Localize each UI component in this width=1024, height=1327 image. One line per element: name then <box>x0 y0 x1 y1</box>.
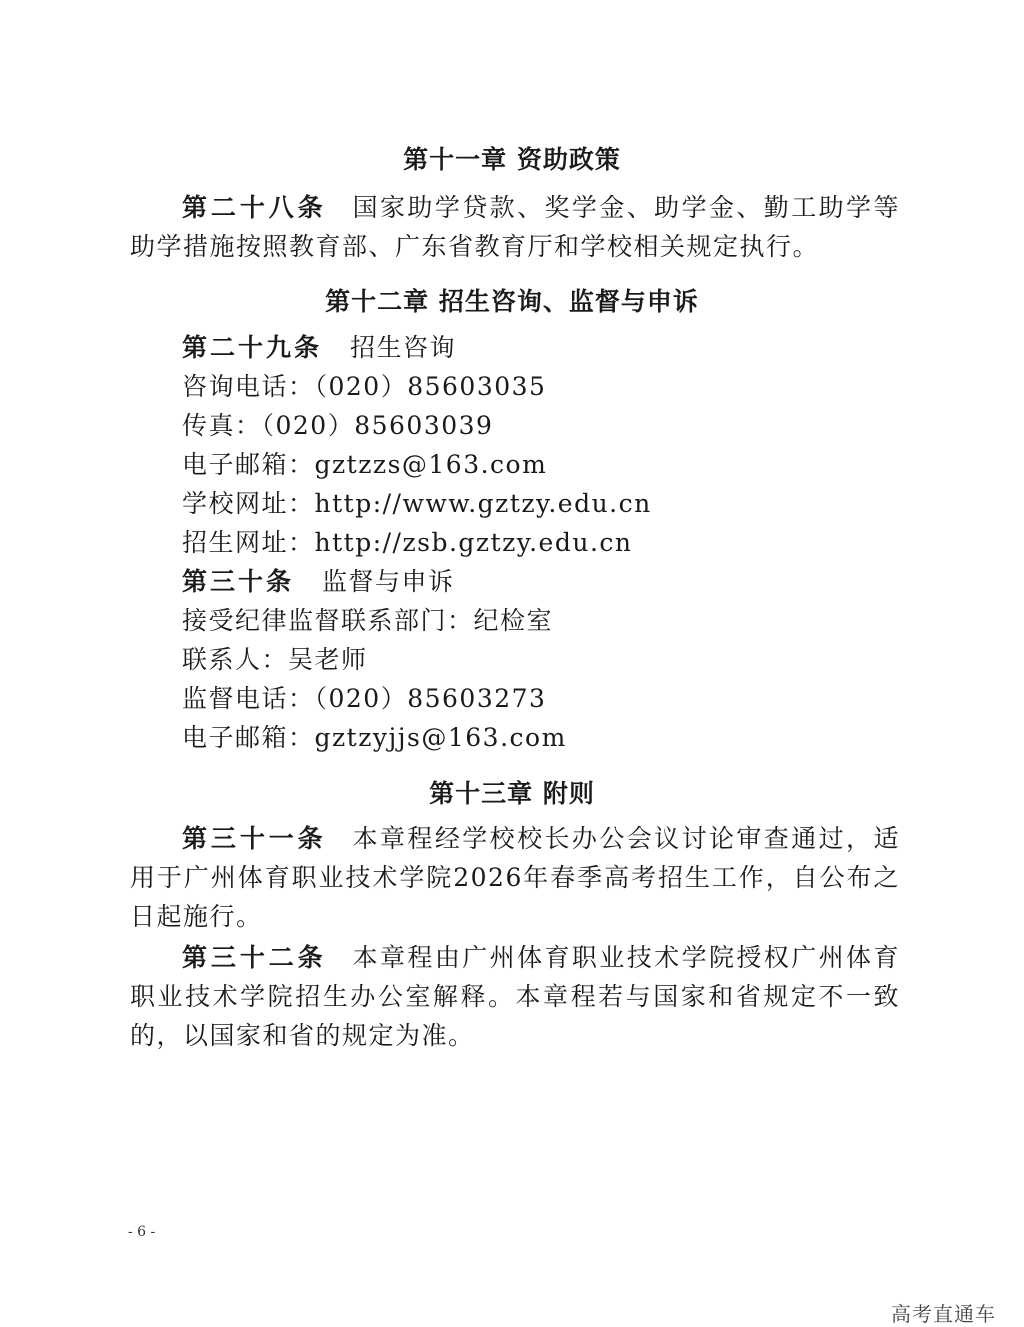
contact-person: 联系人：吴老师 <box>182 645 368 674</box>
watermark-logo-text: 高考直通车 <box>891 1302 996 1326</box>
article-32-text: 本章程由广州体育职业技术学院授权广州体育职业技术学院招生办公室解释。本章程若与国家和省规定不一致的，以国家和省的规定为准。 <box>130 943 900 1050</box>
chapter-13-heading: 第十三章 附则 <box>429 779 595 808</box>
supervision-phone: 监督电话：（020）85603273 <box>182 684 547 713</box>
article-28-label: 第二十八条 <box>182 193 327 222</box>
chapter-11-heading: 第十一章 资助政策 <box>403 145 621 174</box>
article-29-title: 招生咨询 <box>350 333 457 362</box>
article-30 <box>182 565 455 599</box>
page-number: - 6 - <box>128 1224 156 1240</box>
article-29-label: 第二十九条 <box>182 333 323 362</box>
article-31-text: 本章程经学校校长办公会议讨论审查通过，适用于广州体育职业技术学院2026年春季高考招生工作，自公布之日起施行。 <box>130 824 900 931</box>
article-28 <box>130 188 900 266</box>
fax: 传真：（020）85603039 <box>182 411 494 440</box>
admission-website: 招生网址：http://zsb.gztzy.edu.cn <box>182 528 633 557</box>
supervision-email: 电子邮箱：gztzyjjs@163.com <box>182 723 567 752</box>
consult-email: 电子邮箱：gztzzs@163.com <box>182 450 548 479</box>
article-30-label: 第三十条 <box>182 567 295 596</box>
article-31 <box>130 819 900 936</box>
school-website: 学校网址：http://www.gztzy.edu.cn <box>182 489 652 518</box>
supervision-dept: 接受纪律监督联系部门：纪检室 <box>182 606 554 635</box>
consult-phone: 咨询电话：（020）85603035 <box>182 372 547 401</box>
chapter-12-heading: 第十二章 招生咨询、监督与申诉 <box>325 287 699 316</box>
article-28-text: 国家助学贷款、奖学金、助学金、勤工助学等助学措施按照教育部、广东省教育厅和学校相关规定执行。 <box>130 193 900 261</box>
article-31-label: 第三十一条 <box>182 824 327 853</box>
article-29 <box>182 331 456 365</box>
article-30-title: 监督与申诉 <box>322 567 455 596</box>
article-32-label: 第三十二条 <box>182 943 327 972</box>
article-32 <box>130 938 900 1055</box>
